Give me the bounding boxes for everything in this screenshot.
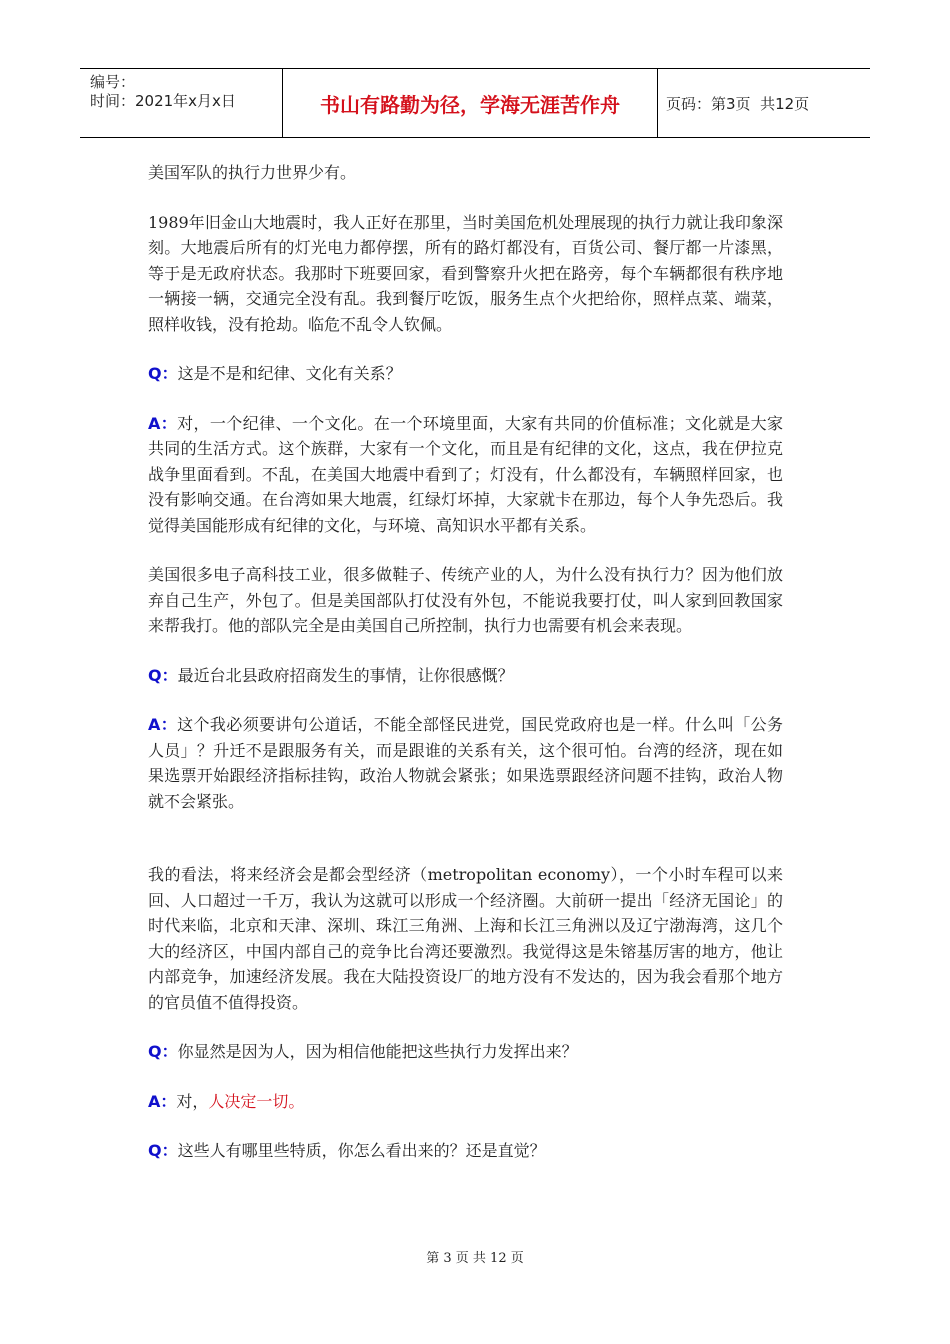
- a-label: A：: [148, 715, 178, 734]
- header-meta-cell: [80, 69, 283, 137]
- paragraph-3: 美国很多电子高科技工业，很多做鞋子、传统产业的人，为什么没有执行力？因为他们放弃自己生产，外包了。但是美国部队打仗没有外包，不能说我要打仗，叫人家到回教国家来帮我打。他的部队完全是由美国自己所控制，执行力也需要有机会来表现。: [148, 565, 783, 635]
- paragraph-1: 美国军队的执行力世界少有。: [148, 163, 357, 182]
- question-text: 这是不是和纪律、文化有关系？: [177, 364, 402, 383]
- question-text: 这些人有哪里些特质，你怎么看出来的？还是直觉？: [177, 1141, 546, 1160]
- date-label: 时间：2021年x月x日: [90, 92, 236, 110]
- paragraph-2: 1989年旧金山大地震时，我人正好在那里，当时美国危机处理展现的执行力就让我印象深刻。大地震后所有的灯光电力都停摆，所有的路灯都没有，百货公司、餐厅都一片漆黑，等于是无政府状态。我那时下班要回家，看到警察升火把在路旁，每个车辆都很有秩序地一辆接一辆，交通完全没有乱。我到餐厅吃饭，服务生点个火把给你，照样点菜、端菜，照样收钱，没有抢劫。临危不乱令人钦佩。: [148, 212, 783, 334]
- q-label: Q：: [148, 665, 178, 685]
- question-4: [148, 1138, 783, 1164]
- footer-page-number: 第 3 页 共 12 页: [426, 1251, 524, 1266]
- spacer: [148, 838, 783, 862]
- answer-2: [148, 712, 783, 814]
- a-label: A：: [148, 413, 178, 433]
- code-label: 编号：: [90, 73, 136, 91]
- a-label: A：: [148, 1091, 177, 1111]
- document-body: [148, 160, 783, 1188]
- q-label: Q：: [148, 364, 178, 383]
- q-label: Q：: [148, 1042, 178, 1061]
- answer-text: 对，一个纪律、一个文化。在一个环境里面，大家有共同的价值标准；文化就是大家共同的生活方式。这个族群，大家有一个文化，而且是有纪律的文化，这点，我在伊拉克战争里面看到。不乱，在美国大地震中看到了；灯没有，什么都没有，车辆照样回家，也没有影响交通。在台湾如果大地震，红绿灯坏掉，大家就卡在那边，每个人争先恐后。我觉得美国能形成有纪律的文化，与环境、高知识水平都有关系。: [148, 413, 783, 535]
- motto: 书山有路勤为径，学海无涯苦作舟: [320, 92, 620, 117]
- question-3: [148, 1039, 783, 1065]
- q-label: Q：: [148, 1141, 178, 1160]
- paragraph-4: 我的看法，将来经济会是都会型经济（metropolitan economy），一个小时车程可以来回、人口超过一千万，我认为这就可以形成一个经济圈。大前研一提出「经济无国论」的时代来临，北京和天津、深圳、珠江三角洲、上海和长江三角洲以及辽宁渤海湾，这几个大的经济区，中国内部自己的竞争比台湾还要激烈。我觉得这是朱镕基厉害的地方，他让内部竞争，加速经济发展。我在大陆投资设厂的地方没有不发达的，因为我会看那个地方的官员值不值得投资。: [148, 865, 783, 1012]
- question-1: [148, 361, 783, 387]
- header-table: [80, 68, 870, 138]
- page-label: 页码：第3页 共12页: [666, 94, 810, 113]
- page-footer: [0, 1247, 950, 1266]
- answer-3: [148, 1089, 783, 1115]
- answer-text: 这个我必须要讲句公道话，不能全部怪民进党，国民党政府也是一样。什么叫「公务人员」？升迁不是跟服务有关，而是跟谁的关系有关，这个很可怕。台湾的经济，现在如果选票开始跟经济指标挂钩，政治人物就会紧张；如果选票跟经济问题不挂钩，政治人物就不会紧张。: [148, 715, 783, 811]
- answer-text: 对，: [176, 1091, 209, 1111]
- header-page-cell: [658, 69, 870, 137]
- question-2: [148, 663, 783, 689]
- question-text: 最近台北县政府招商发生的事情，让你很感慨？: [177, 665, 514, 685]
- header-motto-cell: [283, 69, 658, 137]
- answer-1: [148, 411, 783, 539]
- question-text: 你显然是因为人，因为相信他能把这些执行力发挥出来？: [177, 1042, 578, 1061]
- answer-highlight: 人决定一切。: [208, 1091, 305, 1111]
